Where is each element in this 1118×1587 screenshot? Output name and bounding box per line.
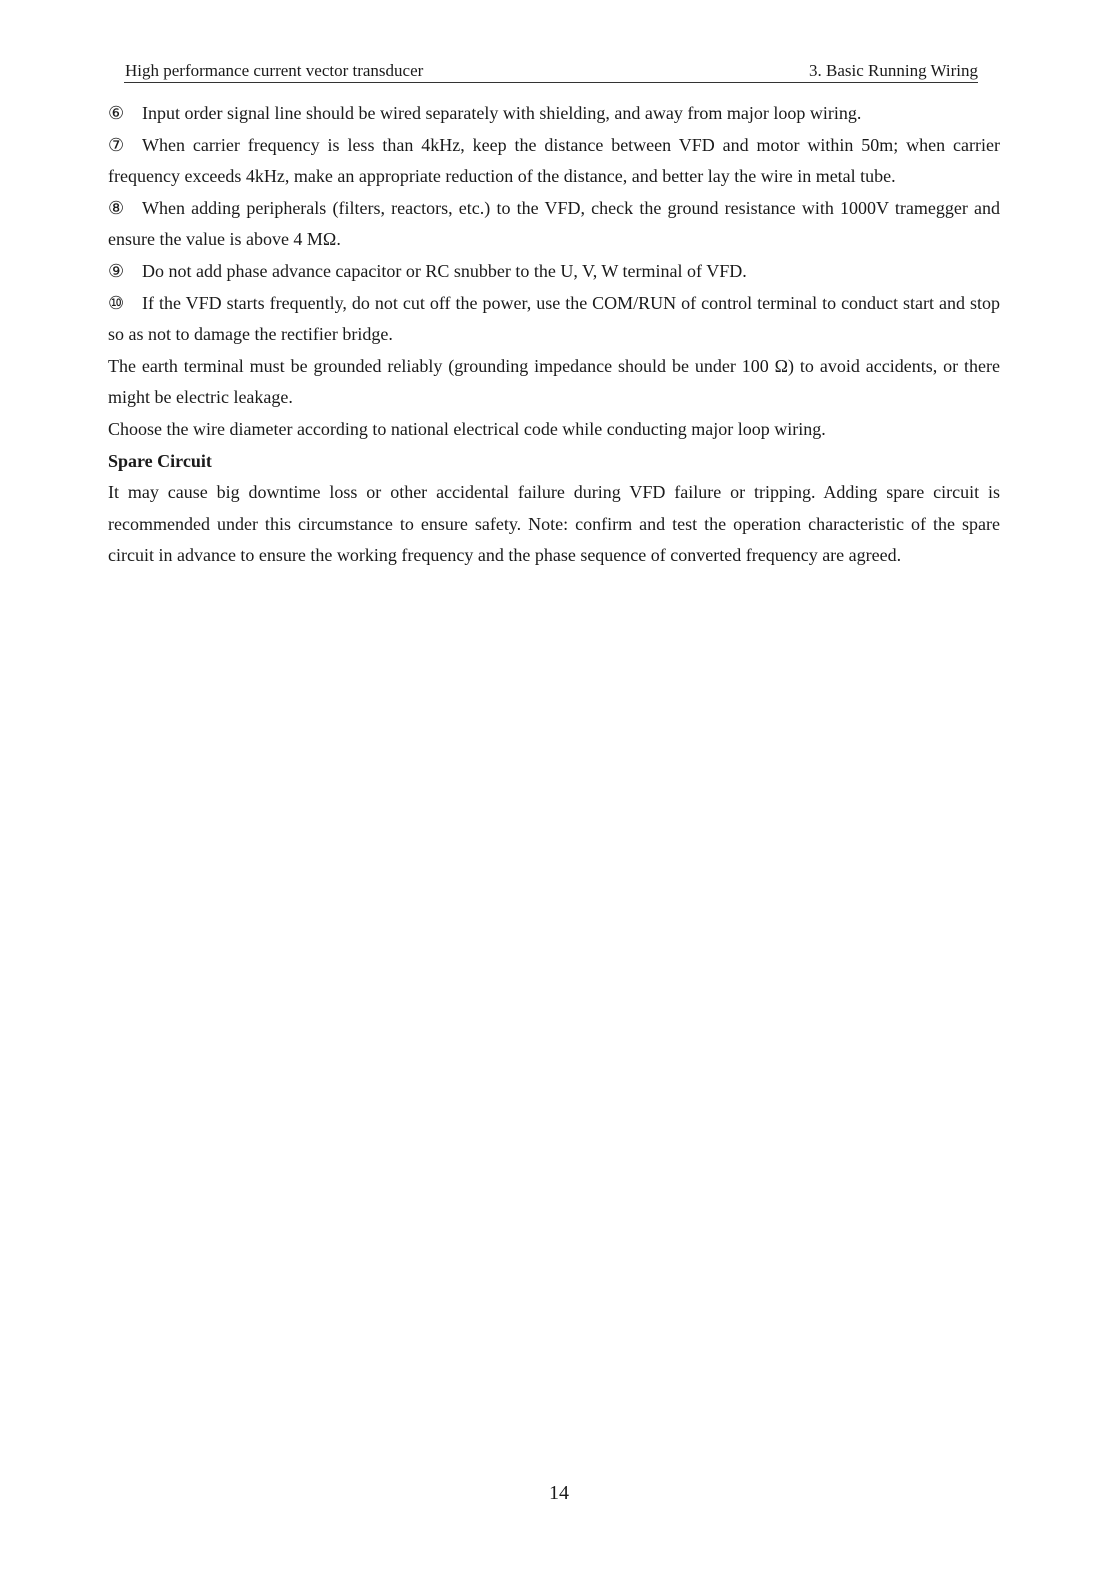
item-text: If the VFD starts frequently, do not cut off the power, use the COM/RUN of control terminal to conduct start and stop so as not to damage the rectifier bridge. <box>108 292 1000 345</box>
section-heading: Spare Circuit <box>108 450 212 471</box>
item-text: Input order signal line should be wired separately with shielding, and away from major loop wiring. <box>142 103 862 123</box>
item-text: When carrier frequency is less than 4kHz, keep the distance between VFD and motor within 50m; when carrier frequency exceeds 4kHz, make an appropriate reduction of the distance, and better lay the wire in metal tube. <box>108 134 1000 187</box>
header-doc-title: High performance current vector transducer <box>125 61 424 80</box>
page-content <box>108 98 1000 572</box>
item-number: ⑥ <box>108 103 125 123</box>
page-number: 14 <box>549 1482 569 1504</box>
list-item <box>108 193 1000 256</box>
spare-circuit-paragraph: It may cause big downtime loss or other accidental failure during VFD failure or tripping. Adding spare circuit is recommended under this circumstance to ensure safety. Note: confirm and test the operation characteristic of the spare circuit in advance to ensure the working frequency and the phase sequence of converted frequency are agreed. <box>108 482 1000 566</box>
list-item <box>108 98 1000 130</box>
header-section-title: 3. Basic Running Wiring <box>809 61 978 80</box>
item-text: When adding peripherals (filters, reactors, etc.) to the VFD, check the ground resistance with 1000V tramegger and ensure the value is above 4 MΩ. <box>108 197 1000 250</box>
earth-paragraph: The earth terminal must be grounded reliably (grounding impedance should be under 100 Ω) to avoid accidents, or there might be electric leakage. <box>108 355 1000 408</box>
wire-paragraph: Choose the wire diameter according to national electrical code while conducting major loop wiring. <box>108 418 826 439</box>
page-header <box>124 60 978 83</box>
list-item <box>108 256 1000 288</box>
item-number: ⑦ <box>108 134 125 155</box>
item-number: ⑧ <box>108 197 125 218</box>
list-item <box>108 288 1000 351</box>
item-number: ⑨ <box>108 260 125 281</box>
list-item <box>108 130 1000 193</box>
item-text: Do not add phase advance capacitor or RC snubber to the U, V, W terminal of VFD. <box>142 260 747 281</box>
item-number: ⑩ <box>108 292 125 313</box>
